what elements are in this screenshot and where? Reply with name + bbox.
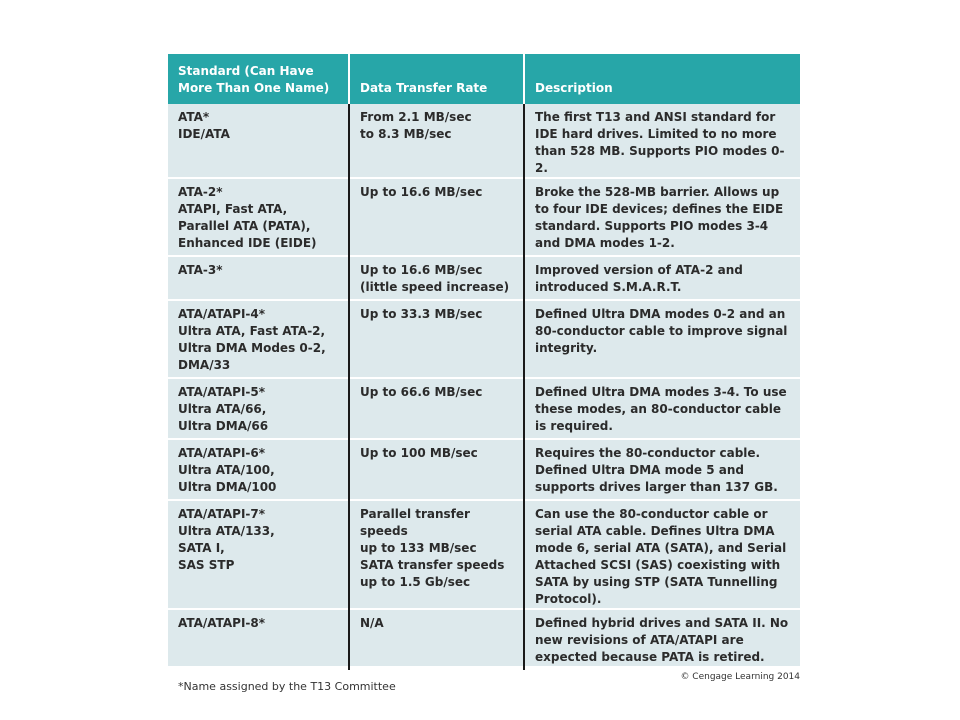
header-description: Description <box>524 54 800 104</box>
table-row <box>168 178 800 256</box>
table-row <box>168 378 800 439</box>
cell-rate: Up to 100 MB/sec <box>349 439 524 500</box>
table-row <box>168 104 800 178</box>
cell-description: The first T13 and ANSI standard for IDE hard drives. Limited to no more than 528 MB. Supports PIO modes 0-2. <box>524 104 800 178</box>
header-standard: Standard (Can Have More Than One Name) <box>168 54 349 104</box>
cell-description: Can use the 80-conductor cable or serial ATA cable. Defines Ultra DMA mode 6, serial ATA (SATA), and Serial Attached SCSI (SAS) coexisting with SATA by using STP (SATA Tunnelling Protocol). <box>524 500 800 609</box>
standards-table-grid <box>168 54 800 670</box>
cell-standard: ATA* IDE/ATA <box>178 110 230 141</box>
cell-description: Defined Ultra DMA modes 3-4. To use these modes, an 80-conductor cable is required. <box>524 378 800 439</box>
table-row <box>168 439 800 500</box>
copyright-credit: © Cengage Learning 2014 <box>680 672 800 682</box>
cell-standard: ATA/ATAPI-7* Ultra ATA/133, SATA I, SAS STP <box>168 500 349 609</box>
cell-rate: Parallel transfer speeds up to 133 MB/sec SATA transfer speeds up to 1.5 Gb/sec <box>349 500 524 609</box>
cell-rate: Up to 16.6 MB/sec <box>349 178 524 256</box>
cell-description: Requires the 80-conductor cable. Defined Ultra DMA mode 5 and supports drives larger than 137 GB. <box>524 439 800 500</box>
table-header-row <box>168 54 800 104</box>
table-row <box>168 500 800 609</box>
cell-rate: Up to 33.3 MB/sec <box>349 300 524 378</box>
cell-standard: ATA-2* ATAPI, Fast ATA, Parallel ATA (PATA), Enhanced IDE (EIDE) <box>168 178 349 256</box>
cell-standard: ATA/ATAPI-5* Ultra ATA/66, Ultra DMA/66 <box>168 378 349 439</box>
table-footnote: *Name assigned by the T13 Committee <box>168 670 800 693</box>
cell-standard: ATA/ATAPI-8* <box>168 609 349 670</box>
header-data-transfer-rate: Data Transfer Rate <box>349 54 524 104</box>
cell-standard: ATA/ATAPI-6* Ultra ATA/100, Ultra DMA/100 <box>168 439 349 500</box>
cell-description: Broke the 528-MB barrier. Allows up to four IDE devices; defines the EIDE standard. Supports PIO modes 3-4 and DMA modes 1-2. <box>524 178 800 256</box>
cell-rate: Up to 16.6 MB/sec (little speed increase) <box>349 256 524 300</box>
table-row <box>168 256 800 300</box>
table-row <box>168 300 800 378</box>
cell-description: Improved version of ATA-2 and introduced S.M.A.R.T. <box>524 256 800 300</box>
cell-description: Defined Ultra DMA modes 0-2 and an 80-conductor cable to improve signal integrity. <box>524 300 800 378</box>
cell-rate: From 2.1 MB/sec to 8.3 MB/sec <box>349 104 524 178</box>
table-row <box>168 609 800 670</box>
cell-standard: ATA/ATAPI-4* Ultra ATA, Fast ATA-2, Ultra DMA Modes 0-2, DMA/33 <box>168 300 349 378</box>
cell-rate: N/A <box>349 609 524 670</box>
cell-rate: Up to 66.6 MB/sec <box>349 378 524 439</box>
cell-description: Defined hybrid drives and SATA II. No new revisions of ATA/ATAPI are expected because PATA is retired. <box>524 609 800 670</box>
cell-standard: ATA-3* <box>168 256 349 300</box>
